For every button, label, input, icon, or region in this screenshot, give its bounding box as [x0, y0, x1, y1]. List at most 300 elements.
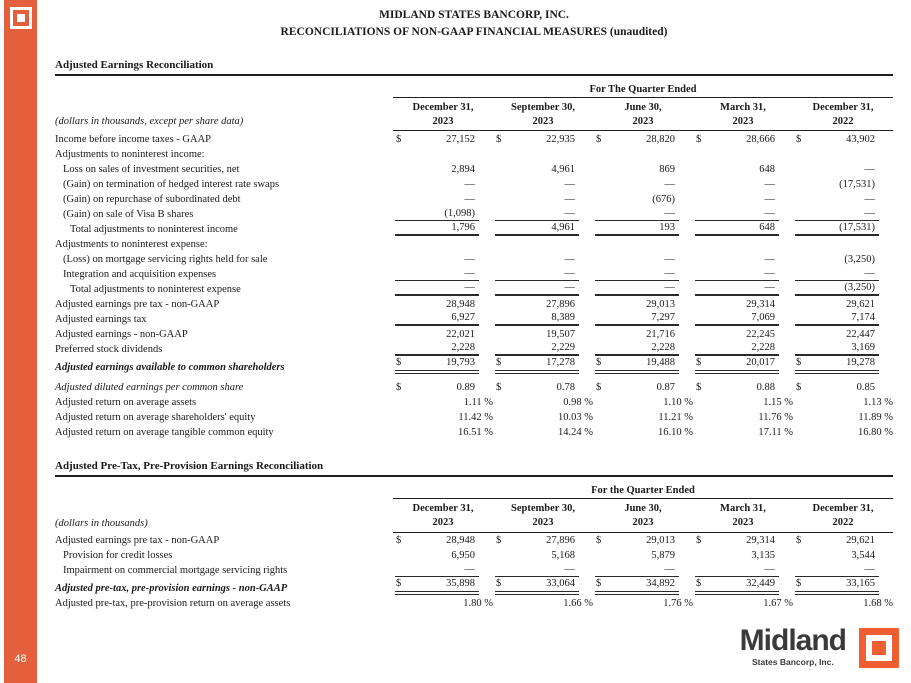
- column-header: [493, 499, 593, 532]
- value: 2,894: [451, 163, 475, 175]
- row-label: Provision for credit losses: [63, 550, 173, 561]
- document-header: [55, 7, 893, 42]
- cell: [693, 161, 793, 176]
- cell: [693, 206, 793, 221]
- currency-symbol: $: [596, 381, 602, 393]
- unit-note: (dollars in thousands): [55, 517, 148, 529]
- value: —: [564, 178, 575, 190]
- column-header-line2: 2022: [832, 115, 854, 127]
- cell: [493, 236, 593, 251]
- logo-inner-square: [872, 641, 886, 655]
- value: (17,531): [839, 178, 875, 190]
- cell: [393, 424, 493, 439]
- value: 35,898: [446, 578, 475, 590]
- value: 1.76 %: [663, 598, 693, 610]
- row-label: Adjustments to noninterest income:: [55, 148, 205, 160]
- value: 1.68 %: [863, 598, 893, 610]
- adjusted-earnings-table: [55, 83, 893, 439]
- value: 1.66 %: [563, 598, 593, 610]
- value: 8,389: [551, 311, 575, 323]
- cell: [393, 374, 493, 394]
- cell: [493, 562, 593, 577]
- value: 16.80 %: [858, 426, 893, 438]
- value: 43,902: [846, 133, 875, 145]
- value: 17.11 %: [758, 426, 793, 438]
- table-dates-row: [55, 499, 893, 532]
- table-row: [55, 326, 893, 341]
- column-header: [693, 98, 793, 131]
- row-label: Adjustments to noninterest expense:: [55, 238, 208, 250]
- currency-symbol: $: [396, 381, 402, 393]
- cell: [493, 251, 593, 266]
- value: 0.88: [756, 381, 775, 393]
- value: 28,948: [446, 298, 475, 310]
- cell: [593, 146, 693, 161]
- currency-symbol: $: [796, 535, 802, 547]
- table-row: [55, 221, 893, 236]
- column-header: [593, 499, 693, 532]
- section-title: Adjusted Pre-Tax, Pre-Provision Earnings Reconciliation: [55, 460, 893, 477]
- table-dates-row: [55, 98, 893, 131]
- currency-symbol: $: [796, 356, 802, 368]
- value: 20,017: [746, 356, 775, 368]
- table-header-row: [55, 83, 893, 98]
- cell: [693, 326, 793, 341]
- value: 11.42 %: [458, 411, 493, 423]
- period-header: For The Quarter Ended: [393, 83, 893, 98]
- cell: [793, 146, 893, 161]
- value: 0.85: [856, 381, 875, 393]
- table-row: [55, 394, 893, 409]
- table-row: [55, 577, 893, 595]
- row-label: Total adjustments to noninterest income: [70, 223, 238, 235]
- cell: [793, 221, 893, 236]
- value: 22,021: [446, 328, 475, 340]
- value: 10.03 %: [558, 411, 593, 423]
- value: 2,228: [451, 341, 475, 353]
- cell: [793, 176, 893, 191]
- value: 27,896: [546, 298, 575, 310]
- value: 3,135: [751, 550, 775, 562]
- cell: [593, 176, 693, 191]
- value: 193: [659, 221, 675, 233]
- cell: [593, 311, 693, 326]
- cell: [793, 562, 893, 577]
- cell: [693, 424, 793, 439]
- value: —: [464, 178, 475, 190]
- column-header: [393, 499, 493, 532]
- currency-symbol: $: [496, 356, 502, 368]
- column-header-line1: September 30,: [511, 102, 575, 113]
- value: 28,820: [646, 133, 675, 145]
- cell: [793, 409, 893, 424]
- cell: [393, 176, 493, 191]
- column-header-line2: 2022: [832, 516, 854, 528]
- midland-logo: [739, 624, 899, 668]
- unit-note: (dollars in thousands, except per share data): [55, 116, 244, 128]
- column-header-line2: 2023: [732, 516, 754, 528]
- cell: [593, 326, 693, 341]
- cell: [793, 577, 893, 595]
- cell: [593, 577, 693, 595]
- cell: [393, 296, 493, 311]
- value: 27,152: [446, 133, 475, 145]
- currency-symbol: $: [596, 535, 602, 547]
- cell: [593, 341, 693, 356]
- row-label: Adjusted diluted earnings per common share: [55, 381, 244, 393]
- currency-symbol: $: [396, 578, 402, 590]
- value: —: [664, 267, 675, 279]
- cell: [493, 206, 593, 221]
- cell: [693, 311, 793, 326]
- value: 16.51 %: [458, 426, 493, 438]
- document-content: [55, 0, 893, 610]
- cell: [393, 341, 493, 356]
- value: —: [764, 253, 775, 265]
- pretax-preprovision-table: [55, 484, 893, 610]
- table-row: [55, 562, 893, 577]
- currency-symbol: $: [796, 381, 802, 393]
- cell: [793, 236, 893, 251]
- value: 29,314: [746, 298, 775, 310]
- cell: [593, 296, 693, 311]
- value: 17,278: [546, 356, 575, 368]
- row-label: Adjusted earnings pre tax - non-GAAP: [55, 298, 220, 310]
- column-header-line2: 2023: [532, 115, 554, 127]
- table-row: [55, 374, 893, 394]
- value: 1.15 %: [763, 396, 793, 408]
- table-row: [55, 547, 893, 562]
- currency-symbol: $: [696, 535, 702, 547]
- column-header: [693, 499, 793, 532]
- currency-symbol: $: [496, 535, 502, 547]
- value: —: [464, 281, 475, 293]
- cell: [593, 424, 693, 439]
- currency-symbol: $: [496, 578, 502, 590]
- currency-symbol: $: [496, 133, 502, 145]
- value: 1,796: [451, 221, 475, 233]
- cell: [593, 595, 693, 610]
- value: —: [564, 193, 575, 205]
- value: 29,013: [646, 298, 675, 310]
- value: 11.89 %: [858, 411, 893, 423]
- value: 7,297: [651, 311, 675, 323]
- value: 7,174: [851, 311, 875, 323]
- cell: [393, 547, 493, 562]
- currency-symbol: $: [696, 133, 702, 145]
- value: —: [864, 267, 875, 279]
- cell: [693, 409, 793, 424]
- cell: [493, 409, 593, 424]
- cell: [693, 236, 793, 251]
- cell: [393, 161, 493, 176]
- cell: [493, 161, 593, 176]
- cell: [493, 595, 593, 610]
- cell: [693, 577, 793, 595]
- value: 33,165: [846, 578, 875, 590]
- cell: [693, 547, 793, 562]
- value: 1.11 %: [463, 396, 493, 408]
- table-row: [55, 161, 893, 176]
- value: —: [664, 281, 675, 293]
- value: (676): [652, 193, 675, 205]
- value: 21,716: [646, 328, 675, 340]
- cell: [693, 251, 793, 266]
- value: 34,892: [646, 578, 675, 590]
- cell: [493, 394, 593, 409]
- cell: [693, 562, 793, 577]
- row-label: (Gain) on termination of hedged interest rate swaps: [63, 178, 280, 190]
- value: —: [864, 564, 875, 576]
- value: 869: [659, 163, 675, 175]
- table-row: [55, 206, 893, 221]
- table-row: [55, 191, 893, 206]
- cell: [693, 266, 793, 281]
- cell: [393, 356, 493, 374]
- value: —: [764, 178, 775, 190]
- cell: [493, 266, 593, 281]
- section-title: Adjusted Earnings Reconciliation: [55, 59, 893, 76]
- cell: [793, 424, 893, 439]
- table-row: [55, 595, 893, 610]
- cell: [793, 251, 893, 266]
- currency-symbol: $: [396, 133, 402, 145]
- currency-symbol: $: [496, 381, 502, 393]
- table-row: [55, 146, 893, 161]
- row-label: Adjusted earnings available to common shareholders: [55, 361, 285, 373]
- column-header-line1: December 31,: [412, 503, 474, 515]
- cell: [693, 131, 793, 146]
- table-row: [55, 311, 893, 326]
- value: (3,250): [844, 253, 875, 265]
- value: —: [564, 207, 575, 219]
- value: —: [864, 207, 875, 219]
- cell: [493, 191, 593, 206]
- currency-symbol: $: [796, 578, 802, 590]
- value: 22,245: [746, 328, 775, 340]
- value: 6,927: [451, 311, 475, 323]
- cell: [593, 221, 693, 236]
- row-label: Adjusted return on average tangible common equity: [55, 426, 274, 438]
- table-row: [55, 341, 893, 356]
- cell: [693, 374, 793, 394]
- cell: [493, 311, 593, 326]
- cell: [493, 577, 593, 595]
- table-row: [55, 424, 893, 439]
- cell: [393, 595, 493, 610]
- column-header-line2: 2023: [632, 115, 654, 127]
- table-row: [55, 409, 893, 424]
- value: —: [564, 564, 575, 576]
- cell: [493, 424, 593, 439]
- cell: [593, 281, 693, 296]
- section-adjusted-earnings: [55, 59, 893, 439]
- currency-symbol: $: [396, 535, 402, 547]
- value: 33,064: [546, 578, 575, 590]
- row-label: Income before income taxes - GAAP: [55, 133, 211, 145]
- value: —: [464, 193, 475, 205]
- value: 0.87: [656, 381, 675, 393]
- cell: [793, 311, 893, 326]
- value: 0.89: [456, 381, 475, 393]
- cell: [593, 131, 693, 146]
- column-header-line1: June 30,: [624, 503, 662, 515]
- cell: [693, 296, 793, 311]
- value: 1.10 %: [663, 396, 693, 408]
- cell: [593, 266, 693, 281]
- column-header-line2: 2023: [432, 516, 454, 528]
- cell: [793, 191, 893, 206]
- currency-symbol: $: [796, 133, 802, 145]
- value: 2,228: [751, 341, 775, 353]
- cell: [793, 326, 893, 341]
- cell: [593, 547, 693, 562]
- column-header-line1: December 31,: [812, 102, 874, 113]
- currency-symbol: $: [596, 578, 602, 590]
- value: 32,449: [746, 578, 775, 590]
- cell: [693, 176, 793, 191]
- logo-inner-square: [17, 14, 25, 22]
- cell: [493, 281, 593, 296]
- cell: [393, 236, 493, 251]
- row-label: Integration and acquisition expenses: [63, 268, 217, 280]
- cell: [793, 266, 893, 281]
- currency-symbol: $: [696, 381, 702, 393]
- value: —: [764, 207, 775, 219]
- value: —: [464, 564, 475, 576]
- value: —: [464, 267, 475, 279]
- column-header-line2: 2023: [632, 516, 654, 528]
- midland-wordmark-block: [739, 624, 846, 667]
- value: —: [564, 267, 575, 279]
- value: (1,098): [444, 207, 475, 219]
- column-header-line2: 2023: [432, 115, 454, 127]
- cell: [493, 146, 593, 161]
- cell: [693, 595, 793, 610]
- column-header-line2: 2023: [532, 516, 554, 528]
- column-header: [593, 98, 693, 131]
- column-header: [393, 98, 493, 131]
- cell: [693, 146, 793, 161]
- cell: [593, 191, 693, 206]
- cell: [393, 532, 493, 547]
- table-row: [55, 131, 893, 146]
- cell: [593, 394, 693, 409]
- cell: [793, 206, 893, 221]
- row-label: Adjusted return on average shareholders' equity: [55, 411, 256, 423]
- value: 19,793: [446, 356, 475, 368]
- row-label: (Gain) on sale of Visa B shares: [63, 208, 194, 220]
- value: —: [664, 564, 675, 576]
- value: 0.98 %: [563, 396, 593, 408]
- value: —: [664, 207, 675, 219]
- cell: [693, 532, 793, 547]
- value: 19,507: [546, 328, 575, 340]
- value: 5,168: [551, 550, 575, 562]
- document-subtitle: RECONCILIATIONS OF NON-GAAP FINANCIAL MEASURES (unaudited): [280, 26, 668, 39]
- value: 28,948: [446, 535, 475, 547]
- period-header: For the Quarter Ended: [393, 484, 893, 499]
- cell: [393, 266, 493, 281]
- value: 22,447: [846, 328, 875, 340]
- value: 3,169: [851, 341, 875, 353]
- cell: [593, 236, 693, 251]
- cell: [393, 251, 493, 266]
- cell: [393, 206, 493, 221]
- value: 0.78: [556, 381, 575, 393]
- column-header-line1: September 30,: [511, 503, 575, 515]
- table-row: [55, 236, 893, 251]
- table-header-row: [55, 484, 893, 499]
- value: 1.13 %: [863, 396, 893, 408]
- section-pretax-preprovision: [55, 460, 893, 610]
- cell: [693, 281, 793, 296]
- cell: [493, 326, 593, 341]
- row-label: Adjusted earnings tax: [55, 313, 147, 325]
- cell: [393, 562, 493, 577]
- cell: [593, 374, 693, 394]
- value: 29,621: [846, 535, 875, 547]
- cell: [693, 341, 793, 356]
- cell: [493, 547, 593, 562]
- table-row: [55, 532, 893, 547]
- value: 22,935: [546, 133, 575, 145]
- table-row: [55, 176, 893, 191]
- row-label: Preferred stock dividends: [55, 343, 163, 355]
- cell: [393, 311, 493, 326]
- cell: [493, 296, 593, 311]
- value: 2,228: [651, 341, 675, 353]
- value: (17,531): [839, 221, 875, 233]
- cell: [493, 176, 593, 191]
- cell: [493, 341, 593, 356]
- cell: [393, 394, 493, 409]
- cell: [393, 191, 493, 206]
- value: 1.80 %: [463, 598, 493, 610]
- value: 16.10 %: [658, 426, 693, 438]
- column-header-line1: December 31,: [412, 102, 474, 113]
- row-label: Adjusted pre-tax, pre-provision return on average assets: [55, 598, 291, 609]
- cell: [393, 131, 493, 146]
- value: —: [564, 253, 575, 265]
- left-accent-bar: [4, 0, 37, 683]
- value: —: [864, 163, 875, 175]
- cell: [593, 532, 693, 547]
- table-row: [55, 296, 893, 311]
- value: —: [864, 193, 875, 205]
- column-header-line1: March 31,: [720, 503, 766, 515]
- value: 11.76 %: [758, 411, 793, 423]
- row-label: Total adjustments to noninterest expense: [70, 283, 241, 295]
- cell: [493, 356, 593, 374]
- cell: [793, 296, 893, 311]
- cell: [793, 547, 893, 562]
- value: —: [464, 253, 475, 265]
- column-header-line1: March 31,: [720, 102, 766, 113]
- value: 14.24 %: [558, 426, 593, 438]
- value: 2,229: [551, 341, 575, 353]
- row-label: Loss on sales of investment securities, net: [63, 163, 240, 175]
- currency-symbol: $: [696, 578, 702, 590]
- cell: [793, 131, 893, 146]
- currency-symbol: $: [396, 356, 402, 368]
- value: 4,961: [551, 163, 575, 175]
- value: —: [764, 267, 775, 279]
- cell: [593, 409, 693, 424]
- value: 1.67 %: [763, 598, 793, 610]
- cell: [593, 206, 693, 221]
- cell: [393, 409, 493, 424]
